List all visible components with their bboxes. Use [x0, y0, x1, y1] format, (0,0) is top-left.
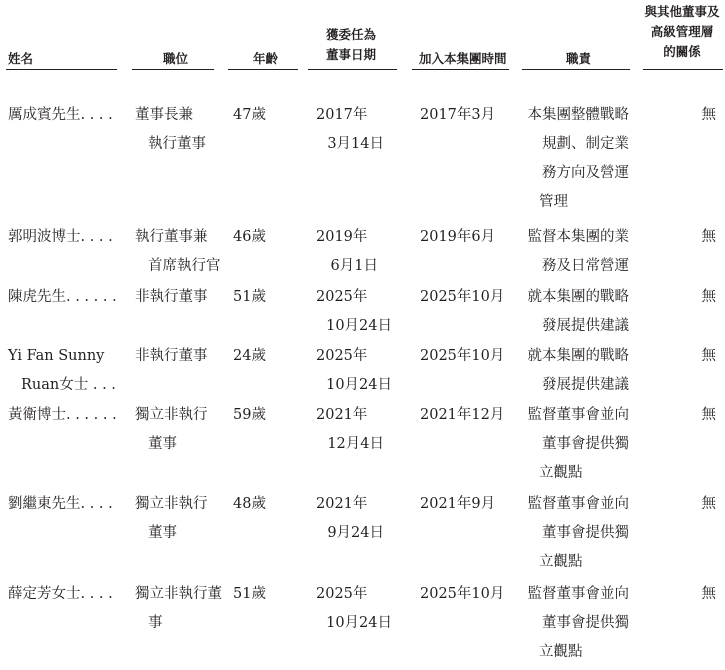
- position-line: 獨立非執行董: [135, 586, 222, 602]
- appointment-date-line: 2025年: [316, 348, 368, 364]
- director-name: [8, 101, 113, 130]
- relationship: 無: [701, 407, 716, 423]
- join-date: 2025年10月: [420, 348, 505, 364]
- relationship: 無: [701, 586, 716, 602]
- appointment-date-line: 2025年: [316, 586, 368, 602]
- director-age: 51歲: [233, 586, 266, 602]
- duties-line: 管理: [539, 194, 568, 210]
- director-name-line: Yi Fan Sunny: [8, 348, 105, 364]
- duties-line: 立觀點: [539, 644, 583, 660]
- position-line: 獨立非執行: [135, 496, 208, 512]
- join-date: 2021年12月: [420, 407, 505, 423]
- director-duties: [510, 490, 629, 577]
- relationship: 無: [701, 348, 716, 364]
- duties-line: 立觀點: [539, 465, 583, 481]
- appointment-date-line: 2021年: [316, 496, 368, 512]
- director-name-line: 薛定芳女士. . . .: [8, 586, 113, 602]
- appointment-date: [300, 490, 384, 548]
- duties-line: 監督董事會並向: [527, 407, 629, 423]
- duties-line: 發展提供建議: [542, 318, 629, 334]
- director-name-line: 厲成賓先生. . . .: [8, 107, 113, 123]
- director-name-line: 陳虎先生. . . . . .: [8, 289, 117, 305]
- join-date: 2019年6月: [420, 229, 496, 245]
- duties-line: 本集團整體戰略: [527, 107, 629, 123]
- header-relationship-line2: 高級管理層: [650, 24, 714, 39]
- header-rule-duties: [522, 69, 630, 70]
- appointment-date-line: 2019年: [316, 229, 368, 245]
- duties-line: 規劃、制定業: [542, 136, 629, 152]
- appointment-date-line: 10月24日: [326, 318, 392, 334]
- header-name: 姓名: [8, 51, 34, 66]
- appointment-date: [300, 580, 392, 638]
- director-duties: [510, 283, 629, 341]
- header-appointment-date-line2: 董事日期: [325, 47, 376, 62]
- appointment-date: [300, 283, 392, 341]
- appointment-date: [300, 401, 384, 459]
- director-age: 48歲: [233, 496, 266, 512]
- position-line: 執行董事: [148, 136, 206, 152]
- appointment-date-line: 2021年: [316, 407, 368, 423]
- director-age: 51歲: [233, 289, 266, 305]
- director-name-line: 劉繼東先生. . . .: [8, 496, 113, 512]
- director-name-line: 郭明波博士. . . .: [8, 229, 113, 245]
- duties-line: 發展提供建議: [542, 377, 629, 393]
- relationship: 無: [701, 107, 716, 123]
- position-line: 獨立非執行: [135, 407, 208, 423]
- director-duties: [510, 342, 629, 400]
- header-position: 職位: [163, 51, 189, 66]
- relationship: 無: [701, 496, 716, 512]
- appointment-date-line: 10月24日: [326, 615, 392, 631]
- appointment-date: [300, 342, 392, 400]
- position-line: 非執行董事: [135, 289, 208, 305]
- header-appointment-date-line1: 獲委任為: [325, 27, 376, 42]
- header-rule-position: [132, 69, 214, 70]
- director-name: [8, 490, 113, 519]
- header-rule-appointment-date: [308, 69, 397, 70]
- appointment-date-line: 10月24日: [326, 377, 392, 393]
- director-position: [135, 401, 208, 459]
- header-duties: 職責: [566, 51, 592, 66]
- header-rule-relationship: [643, 69, 723, 70]
- relationship: 無: [701, 229, 716, 245]
- director-age: 46歲: [233, 229, 266, 245]
- join-date: 2025年10月: [420, 289, 505, 305]
- join-date: 2017年3月: [420, 107, 496, 123]
- duties-line: 務及日常營運: [542, 258, 629, 274]
- director-position: [135, 283, 208, 312]
- director-name: [8, 580, 113, 609]
- director-name: [8, 342, 116, 400]
- appointment-date-line: 2017年: [316, 107, 368, 123]
- appointment-date: [300, 101, 384, 159]
- director-position: [135, 342, 208, 371]
- join-date: 2025年10月: [420, 586, 505, 602]
- appointment-date: [300, 223, 378, 281]
- director-duties: [510, 580, 629, 667]
- duties-line: 務方向及營運: [542, 165, 629, 181]
- duties-line: 監督董事會並向: [527, 496, 629, 512]
- director-age: 47歲: [233, 107, 266, 123]
- appointment-date-line: 3月14日: [327, 136, 384, 152]
- director-position: [135, 223, 221, 281]
- director-name: [8, 223, 113, 252]
- header-rule-join-date: [412, 69, 509, 70]
- appointment-date-line: 6月1日: [330, 258, 378, 274]
- header-join-date: 加入本集團時間: [419, 51, 507, 66]
- position-line: 董事長兼: [135, 107, 193, 123]
- header-rule-name: [6, 69, 117, 70]
- director-name-line: 黃衛博士. . . . . .: [8, 407, 117, 423]
- director-position: [135, 580, 222, 638]
- position-line: 事: [148, 615, 163, 631]
- header-age: 年齡: [253, 51, 279, 66]
- duties-line: 董事會提供獨: [542, 436, 629, 452]
- director-duties: [510, 101, 629, 217]
- director-age: 24歲: [233, 348, 266, 364]
- position-line: 首席執行官: [148, 258, 221, 274]
- director-duties: [510, 223, 629, 281]
- join-date: 2021年9月: [420, 496, 496, 512]
- director-duties: [510, 401, 629, 488]
- duties-line: 立觀點: [539, 554, 583, 570]
- duties-line: 監督本集團的業: [527, 229, 629, 245]
- duties-line: 監督董事會並向: [527, 586, 629, 602]
- director-name: [8, 283, 117, 312]
- director-name: [8, 401, 117, 430]
- position-line: 董事: [148, 436, 177, 452]
- duties-line: 就本集團的戰略: [527, 348, 629, 364]
- header-appointment-date: [308, 25, 394, 65]
- position-line: 非執行董事: [135, 348, 208, 364]
- relationship: 無: [701, 289, 716, 305]
- header-relationship: [640, 2, 724, 62]
- header-rule-age: [228, 69, 298, 70]
- director-position: [135, 490, 208, 548]
- appointment-date-line: 12月4日: [327, 436, 384, 452]
- header-relationship-line1: 與其他董事及: [644, 4, 720, 19]
- duties-line: 董事會提供獨: [542, 615, 629, 631]
- director-name-line: Ruan女士 . . .: [21, 377, 116, 393]
- appointment-date-line: 9月24日: [327, 525, 384, 541]
- position-line: 執行董事兼: [135, 229, 208, 245]
- director-age: 59歲: [233, 407, 266, 423]
- header-relationship-line3: 的關係: [663, 44, 701, 59]
- duties-line: 董事會提供獨: [542, 525, 629, 541]
- duties-line: 就本集團的戰略: [527, 289, 629, 305]
- position-line: 董事: [148, 525, 177, 541]
- appointment-date-line: 2025年: [316, 289, 368, 305]
- director-position: [135, 101, 206, 159]
